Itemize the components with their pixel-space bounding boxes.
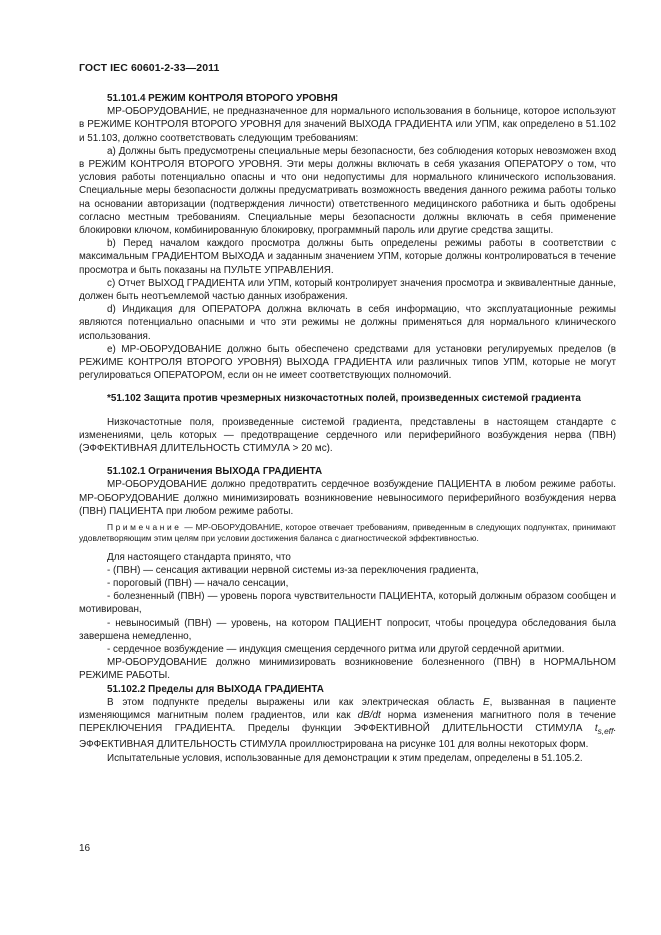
text-run: . ЭФФЕКТИВНАЯ ДЛИТЕЛЬНОСТЬ СТИМУЛА проиллюстрирована на рисунке 101 для волны некоторых форм. [79, 723, 616, 751]
list-item: d) Индикация для ОПЕРАТОРА должна включать в себя информацию, что эксплуатационные режимы являются потенциально опасными и что эти режимы не должны применяться для нормального клинического использования. [79, 304, 616, 342]
text-run: , вызванная в пациенте изменяющимся магнитным полем градиентов, или как [79, 696, 616, 721]
paragraph: МР-ОБОРУДОВАНИЕ, не предназначенное для нормального использования в больнице, которое используют в РЕЖИМЕ КОНТРОЛЯ ВТОРОГО УРОВНЯ для значений ВЫХОДА ГРАДИЕНТА или УПМ, как определено в 51.102 и 51.103, должно соответствовать следующим требованиям: [79, 106, 616, 144]
document-body [79, 92, 616, 765]
list-item: b) Перед началом каждого просмотра должны быть определены режимы работы в соответствии с максимальным ГРАДИЕНТОМ ВЫХОДА и заданным значением УПМ, которые должны контролироваться в течение просмотра и быть показаны на ПУЛЬТЕ УПРАВЛЕНИЯ. [79, 238, 616, 276]
note [79, 522, 616, 544]
paragraph: Испытательные условия, использованные для демонстрации к этим пределам, определены в 51.105.2. [107, 752, 583, 764]
symbol-t: t [594, 723, 598, 735]
section-heading-51-101-4: 51.101.4 РЕЖИМ КОНТРОЛЯ ВТОРОГО УРОВНЯ [107, 93, 338, 104]
definition-item: - невыносимый (ПВН) — уровень, на котором ПАЦИЕНТ попросит, чтобы процедура обследования была завершена немедленно, [79, 617, 616, 642]
paragraph: Низкочастотные поля, произведенные системой градиента, представлены в настоящем стандарте с изменениями, цель которых — предотвращение сердечного или периферийного возбуждения нерва (ПВН) (ЭФФЕКТИВНАЯ ДЛИТЕЛЬНОСТЬ СТИМУЛА > 20 мс). [79, 416, 616, 455]
text-run: норма изменения магнитного поля в течение ПЕРЕКЛЮЧЕНИЯ ГРАДИЕНТА. Пределы функции ЭФФЕКТИВНОЙ ДЛИТЕЛЬНОСТИ СТИМУЛА [79, 709, 616, 735]
heading-text: Защита против чрезмерных низкочастотных полей, произведенных системой градиента [143, 393, 581, 405]
section-heading-51-102 [79, 392, 616, 405]
paragraph: МР-ОБОРУДОВАНИЕ должно предотвратить сердечное возбуждение ПАЦИЕНТА в любом режиме работы. МР-ОБОРУДОВАНИЕ должно минимизировать возникновение невыносимого периферийного возбуждения нерва (ПВН) ПАЦИЕНТА при любом режиме работы. [79, 479, 616, 517]
section-heading-51-102-2: 51.102.2 Пределы для ВЫХОДА ГРАДИЕНТА [107, 683, 324, 695]
paragraph [79, 696, 616, 752]
document-header: ГОСТ IEC 60601-2-33—2011 [79, 62, 220, 74]
note-label: Примечание [107, 522, 182, 533]
definition-item: - пороговый (ПВН) — начало сенсации, [107, 577, 289, 589]
paragraph: МР-ОБОРУДОВАНИЕ должно минимизировать возникновение болезненного (ПВН) в НОРМАЛЬНОМ РЕЖИМЕ РАБОТЫ. [79, 657, 616, 682]
definition-item: - сердечное возбуждение — индукция смещения сердечного ритма или другой сердечной аритмии. [107, 643, 565, 655]
list-item: а) Должны быть предусмотрены специальные меры безопасности, без соблюдения которых невозможен вход в РЕЖИМ КОНТРОЛЯ ВТОРОГО УРОВНЯ. Эти меры должны включать в себя указания ОПЕРАТОРУ о том, что условия работы потенциально опасны и что они недопустимы для нормального клинического использования. Специальные меры безопасности должны предусматривать возможность введения данного режима работы только на основании авторизации (подтверждения личности) ответственного медицинского работника и быть одобрены согласно местным требованиям. Специальные меры безопасности должны включать в себя применение блокировки ключом, комбинированную блокировку, программный пароль или другие средства защиты. [79, 145, 616, 237]
definition-item: - (ПВН) — сенсация активации нервной системы из-за переключения градиента, [107, 564, 479, 576]
list-item: е) МР-ОБОРУДОВАНИЕ должно быть обеспечено средствами для установки регулируемых пределов (в РЕЖИМЕ КОНТРОЛЯ ВТОРОГО УРОВНЯ) ВЫХОДА ГРАДИЕНТА или различных типов УПМ, которые не могут регулироваться ОПЕРАТОРОМ, если он не имеет соответствующих полномочий. [79, 343, 616, 382]
heading-number: *51.102 [107, 393, 142, 405]
note-text: — МР-ОБОРУДОВАНИЕ, которое отвечает требованиям, приведенным в следующих подпунктах, принимают удовлетворяющим этим целям при условии достижения баланса с диагностической эффективностью. [79, 522, 616, 544]
symbol-e: Е [483, 696, 490, 708]
page-number: 16 [79, 843, 91, 854]
symbol-db-dt: dB/dt [357, 709, 381, 721]
symbol-subscript: s,eff [597, 727, 614, 737]
definition-item: - болезненный (ПВН) — уровень порога чувствительности ПАЦИЕНТА, который должным образом сообщен и мотивирован, [79, 591, 616, 616]
paragraph: Для настоящего стандарта принято, что [107, 551, 291, 563]
list-item: с) Отчет ВЫХОД ГРАДИЕНТА или УПМ, который контролирует значения просмотра и эквивалентные данные, должен быть неотъемлемой частью данных изображения. [79, 277, 616, 303]
text-run: В этом подпункте пределы выражены или как электрическая область [107, 696, 484, 708]
section-heading-51-102-1: 51.102.1 Ограничения ВЫХОДА ГРАДИЕНТА [107, 466, 323, 478]
